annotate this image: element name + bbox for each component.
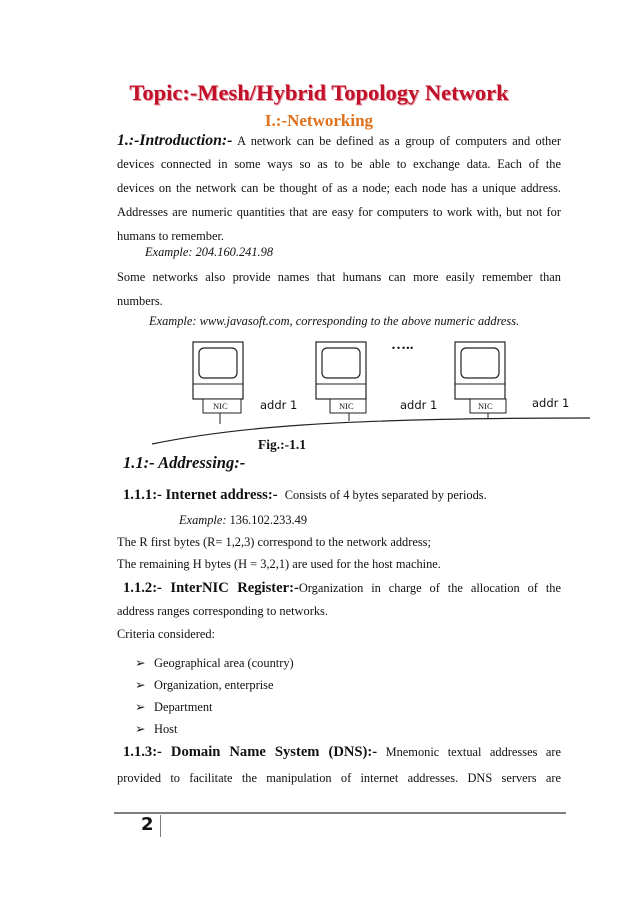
internet-address-heading: 1.1.1:- Internet address:- xyxy=(123,487,278,503)
intro-text: A network can be defined as a group of computers and other xyxy=(237,134,561,148)
intro-line-5: humans to remember. xyxy=(117,229,225,243)
bullet-item-2: ➢ Organization, enterprise xyxy=(135,678,274,692)
addr-label-3: addr 1 xyxy=(532,396,570,410)
page-number: 2 xyxy=(141,814,154,835)
nic-label-2: NIC xyxy=(339,401,354,411)
example-value: 136.102.233.49 xyxy=(229,513,308,527)
addr-label-2: addr 1 xyxy=(400,398,438,412)
nic-label-3: NIC xyxy=(478,401,493,411)
internet-example xyxy=(179,513,307,528)
internic-line-2: address ranges corresponding to networks. xyxy=(117,604,328,618)
internet-address-line xyxy=(123,487,487,504)
network-bus-cable xyxy=(152,418,590,444)
arrow-bullet-icon: ➢ xyxy=(135,656,146,670)
ellipsis-dots: ….. xyxy=(391,337,414,353)
monitor-screen xyxy=(199,348,237,378)
intro-line-7: numbers. xyxy=(117,294,163,308)
dns-line-2: provided to facilitate the manipulation of internet addresses. DNS servers are xyxy=(117,771,561,785)
example-ip: Example: 204.160.241.98 xyxy=(145,245,274,259)
intro-line-6: Some networks also provide names that humans can more easily remember than xyxy=(117,270,561,284)
criteria-label: Criteria considered: xyxy=(117,627,216,641)
computer-node-1 xyxy=(193,342,243,424)
internic-line-1 xyxy=(123,577,561,601)
nic-label-1: NIC xyxy=(213,401,228,411)
intro-line-4: Addresses are numeric quantities that are easy for computers to work with, but not for xyxy=(117,205,561,219)
dns-heading: 1.1.3:- Domain Name System (DNS):- xyxy=(123,744,378,760)
bullet-item-3: ➢ Department xyxy=(135,700,213,714)
arrow-bullet-icon: ➢ xyxy=(135,722,146,736)
internic-text: Organization in charge of the allocation of the xyxy=(298,581,562,595)
bullet-item-1: ➢ Geographical area (country) xyxy=(135,656,294,670)
bullet-item-4: ➢ Host xyxy=(135,722,178,736)
footer-divider xyxy=(160,815,161,837)
arrow-bullet-icon: ➢ xyxy=(135,700,146,714)
footer-rule xyxy=(114,812,566,814)
network-bytes-line: The R first bytes (R= 1,2,3) correspond to the network address; xyxy=(117,535,431,549)
arrow-bullet-icon: ➢ xyxy=(135,678,146,692)
intro-heading: 1.:-Introduction:- xyxy=(117,132,233,149)
monitor-screen xyxy=(322,348,360,378)
figure-caption: Fig.:-1.1 xyxy=(258,437,306,452)
intro-line-3: devices on the network can be thought of as a node; each node has a unique address. xyxy=(117,181,561,195)
page-title: Topic:-Mesh/Hybrid Topology Network xyxy=(129,80,509,105)
example-domain: Example: www.javasoft.com, corresponding to the above numeric address. xyxy=(149,314,520,328)
internet-address-text: Consists of 4 bytes separated by periods. xyxy=(284,488,487,502)
monitor-screen xyxy=(461,348,499,378)
example-label: Example: xyxy=(179,513,227,527)
addr-label-1: addr 1 xyxy=(260,398,298,412)
intro-line-2: devices connected in some ways so as to be able to exchange data. Each of the xyxy=(117,157,561,171)
dns-line-1 xyxy=(123,741,561,765)
host-bytes-line: The remaining H bytes (H = 3,2,1) are used for the host machine. xyxy=(117,557,441,571)
internic-heading: 1.1.2:- InterNIC Register:- xyxy=(123,580,299,596)
section-title: I.:-Networking xyxy=(264,111,374,130)
addressing-heading: 1.1:- Addressing:- xyxy=(123,453,246,472)
dns-text: Mnemonic textual addresses are xyxy=(385,745,561,759)
